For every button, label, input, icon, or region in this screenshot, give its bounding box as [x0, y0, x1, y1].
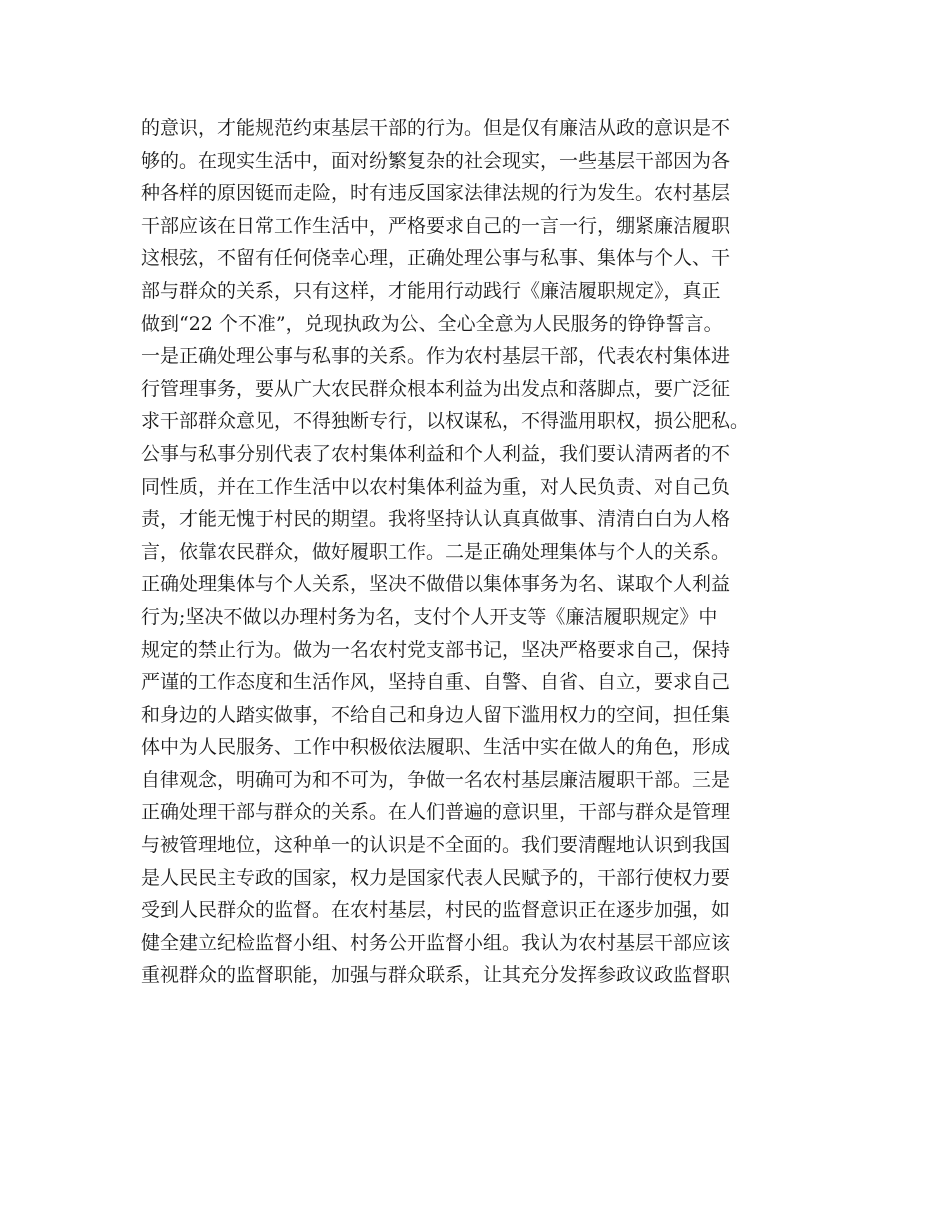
- text-line: 责，才能无愧于村民的期望。我将坚持认认真真做事、清清白白为人格: [141, 508, 731, 531]
- text-line: 正确处理集体与个人关系，坚决不做借以集体事务为名、谋取个人利益: [141, 573, 731, 596]
- text-line: 自律观念，明确可为和不可为，争做一名农村基层廉洁履职干部。三是: [141, 768, 731, 791]
- text-line: 正确处理干部与群众的关系。在人们普遍的意识里，干部与群众是管理: [141, 801, 731, 824]
- text-line: 干部应该在日常工作生活中，严格要求自己的一言一行，绷紧廉洁履职: [141, 214, 731, 237]
- text-line: 部与群众的关系，只有这样，才能用行动践行《廉洁履职规定》，真正: [141, 279, 721, 302]
- text-line: 这根弦，不留有任何侥幸心理，正确处理公事与私事、集体与个人、干: [141, 247, 731, 270]
- text-line: 健全建立纪检监督小组、村务公开监督小组。我认为农村基层干部应该: [141, 931, 731, 954]
- text-line: 种各样的原因铤而走险，时有违反国家法律法规的行为发生。农村基层: [141, 182, 731, 205]
- text-line: 体中为人民服务、工作中积极依法履职、生活中实在做人的角色，形成: [141, 736, 731, 759]
- text-line: 求干部群众意见，不得独断专行，以权谋私，不得滥用职权，损公肥私。: [141, 410, 750, 433]
- text-line: 同性质，并在工作生活中以农村集体利益为重，对人民负责、对自己负: [141, 475, 731, 498]
- text-line: 是人民民主专政的国家，权力是国家代表人民赋予的，干部行使权力要: [141, 866, 731, 889]
- text-line: 和身边的人踏实做事，不给自己和身边人留下滥用权力的空间，担任集: [141, 703, 731, 726]
- text-line: 重视群众的监督职能，加强与群众联系，让其充分发挥参政议政监督职: [141, 964, 731, 987]
- text-line: 受到人民群众的监督。在农村基层，村民的监督意识正在逐步加强，如: [141, 899, 731, 922]
- text-line: 够的。在现实生活中，面对纷繁复杂的社会现实，一些基层干部因为各: [141, 149, 731, 172]
- text-line: 规定的禁止行为。做为一名农村党支部书记，坚决严格要求自己，保持: [141, 638, 731, 661]
- text-line: 行管理事务，要从广大农民群众根本利益为出发点和落脚点，要广泛征: [141, 377, 731, 400]
- text-line: 行为;坚决不做以办理村务为名，支付个人开支等《廉洁履职规定》中: [141, 605, 718, 628]
- text-line: 一是正确处理公事与私事的关系。作为农村基层干部，代表农村集体进: [141, 345, 731, 368]
- text-line: 与被管理地位，这种单一的认识是不全面的。我们要清醒地认识到我国: [141, 834, 731, 857]
- body-text: [141, 112, 831, 992]
- text-line: 的意识，才能规范约束基层干部的行为。但是仅有廉洁从政的意识是不: [141, 117, 731, 139]
- text-line: 言，依靠农民群众，做好履职工作。二是正确处理集体与个人的关系。: [141, 540, 731, 563]
- text-line: 严谨的工作态度和生活作风，坚持自重、自警、自省、自立，要求自己: [141, 671, 731, 694]
- text-line: 做到“22 个不准”，兑现执政为公、全心全意为人民服务的铮铮誓言。: [141, 312, 723, 335]
- text-line: 公事与私事分别代表了农村集体利益和个人利益，我们要认清两者的不: [141, 442, 731, 465]
